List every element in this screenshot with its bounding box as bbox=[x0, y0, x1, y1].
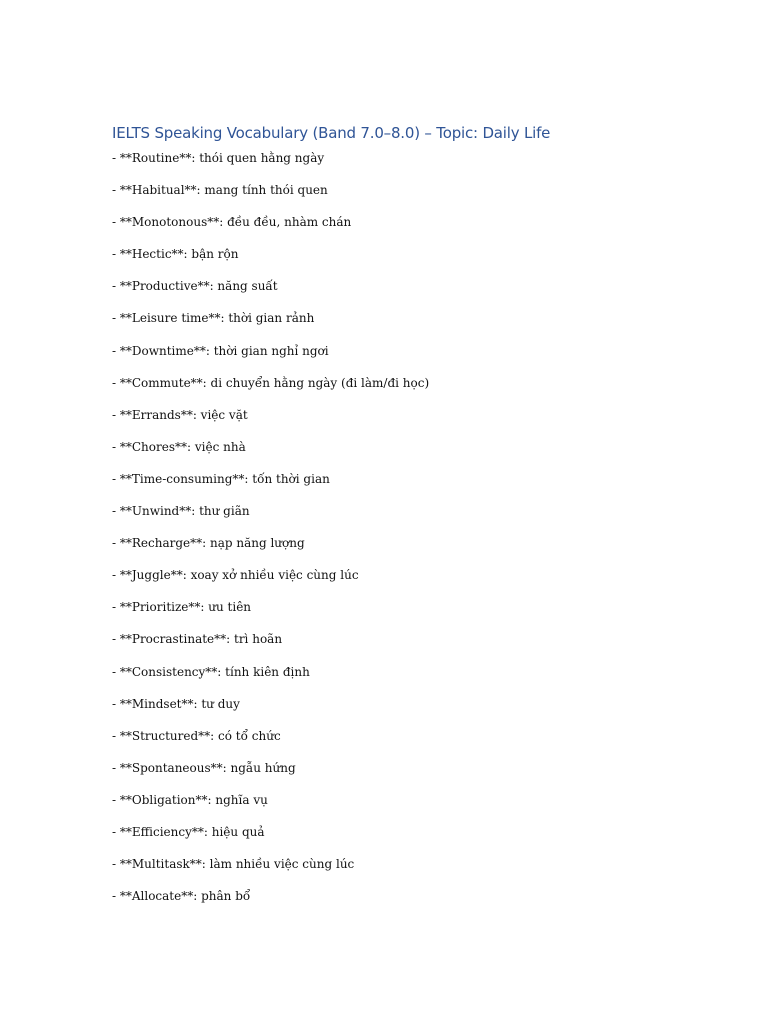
vocabulary-item: - **Efficiency**: hiệu quả bbox=[112, 824, 265, 839]
vocabulary-list bbox=[112, 148, 429, 918]
vocabulary-item: - **Routine**: thói quen hằng ngày bbox=[112, 151, 325, 165]
vocabulary-item: - **Time-consuming**: tốn thời gian bbox=[112, 471, 330, 486]
vocabulary-item: - **Recharge**: nạp năng lượng bbox=[112, 536, 305, 551]
vocabulary-item: - **Downtime**: thời gian nghỉ ngơi bbox=[112, 343, 329, 358]
vocabulary-item: - **Hectic**: bận rộn bbox=[112, 247, 239, 262]
vocabulary-item: - **Leisure time**: thời gian rảnh bbox=[112, 311, 315, 326]
vocabulary-item: - **Errands**: việc vặt bbox=[112, 407, 248, 422]
vocabulary-item: - **Productive**: năng suất bbox=[112, 279, 278, 294]
vocabulary-item: - **Monotonous**: đều đều, nhàm chán bbox=[112, 215, 352, 230]
vocabulary-item: - **Obligation**: nghĩa vụ bbox=[112, 792, 268, 807]
vocabulary-item: - **Commute**: di chuyển hằng ngày (đi làm/đi học) bbox=[112, 375, 430, 390]
vocabulary-item: - **Allocate**: phân bổ bbox=[112, 889, 251, 904]
vocabulary-item: - **Mindset**: tư duy bbox=[112, 696, 240, 711]
vocabulary-item: - **Juggle**: xoay xở nhiều việc cùng lúc bbox=[112, 568, 359, 583]
vocabulary-item: - **Structured**: có tổ chức bbox=[112, 728, 281, 743]
vocabulary-item: - **Prioritize**: ưu tiên bbox=[112, 600, 252, 615]
vocabulary-item: - **Chores**: việc nhà bbox=[112, 439, 246, 454]
vocabulary-item: - **Procrastinate**: trì hoãn bbox=[112, 632, 283, 647]
vocabulary-item: - **Consistency**: tính kiên định bbox=[112, 664, 310, 679]
vocabulary-item: - **Multitask**: làm nhiều việc cùng lúc bbox=[112, 857, 355, 872]
vocabulary-item: - **Spontaneous**: ngẫu hứng bbox=[112, 760, 296, 775]
vocabulary-item: - **Unwind**: thư giãn bbox=[112, 504, 250, 519]
document-title: IELTS Speaking Vocabulary (Band 7.0–8.0) – Topic: Daily Life bbox=[112, 124, 551, 142]
vocabulary-item: - **Habitual**: mang tính thói quen bbox=[112, 183, 328, 198]
